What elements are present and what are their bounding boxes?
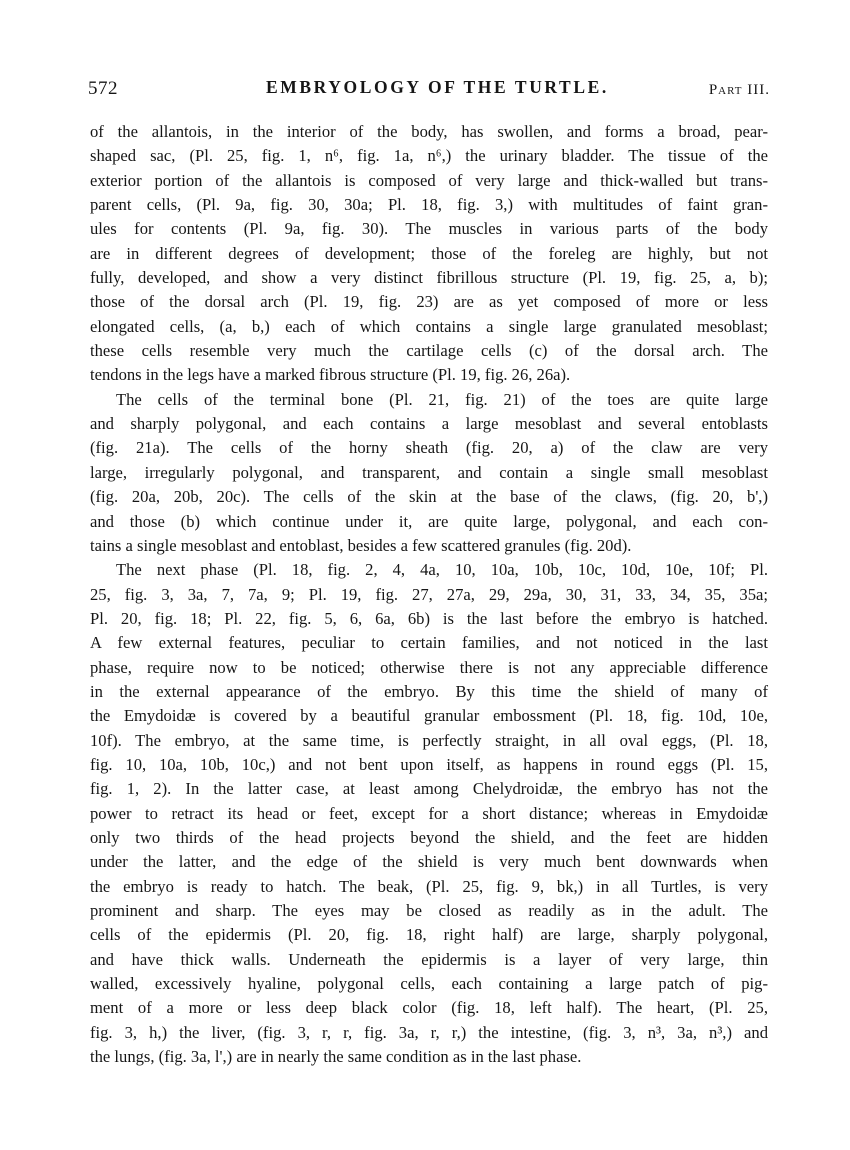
text-line: the embryo is ready to hatch. The beak, (Pl. 25, fig. 9, bk,) in all Turtles, is very bbox=[90, 876, 768, 896]
part-label: Part III. bbox=[708, 82, 770, 98]
text-line: those of the dorsal arch (Pl. 19, fig. 23) are as yet composed of more or less bbox=[90, 292, 768, 312]
text-line: parent cells, (Pl. 9a, fig. 30, 30a; Pl. 18, fig. 3,) with multitudes of faint gran- bbox=[90, 195, 768, 215]
text-line: The next phase (Pl. 18, fig. 2, 4, 4a, 10, 10a, 10b, 10c, 10d, 10e, 10f; Pl. bbox=[116, 560, 768, 580]
text-line: fig. 3, h,) the liver, (fig. 3, r, r, fig. 3a, r, r,) the intestine, (fig. 3, n³, 3a, n³,) and bbox=[90, 1022, 768, 1042]
text-line: power to retract its head or feet, except for a short distance; whereas in Emydoidæ bbox=[90, 803, 768, 823]
text-line: the Emydoidæ is covered by a beautiful granular embossment (Pl. 18, fig. 10d, 10e, bbox=[90, 706, 768, 726]
text-line: the lungs, (fig. 3a, l',) are in nearly the same condition as in the last phase. bbox=[90, 1047, 582, 1067]
text-line: large, irregularly polygonal, and transparent, and contain a single small mesoblast bbox=[90, 462, 768, 482]
text-line: elongated cells, (a, b,) each of which contains a single large granulated mesoblast; bbox=[90, 316, 768, 336]
text-line: shaped sac, (Pl. 25, fig. 1, n⁶, fig. 1a, n⁶,) the urinary bladder. The tissue of the bbox=[90, 146, 768, 166]
running-header bbox=[88, 72, 770, 104]
text-line: prominent and sharp. The eyes may be closed as readily as in the adult. The bbox=[90, 901, 768, 920]
text-line: fig. 1, 2). In the latter case, at least among Chelydroidæ, the embryo has not the bbox=[90, 779, 768, 799]
text-line: (fig. 20a, 20b, 20c). The cells of the skin at the base of the claws, (fig. 20, b',) bbox=[90, 487, 768, 507]
text-line: in the external appearance of the embryo. By this time the shield of many of bbox=[90, 681, 768, 701]
text-line: phase, require now to be noticed; otherwise there is not any appreciable difference bbox=[90, 657, 768, 677]
text-line: ment of a more or less deep black color (fig. 18, left half). The heart, (Pl. 25, bbox=[90, 998, 768, 1018]
text-line: under the latter, and the edge of the shield is very much bent downwards when bbox=[90, 852, 768, 872]
text-line: cells of the epidermis (Pl. 20, fig. 18, right half) are large, sharply polygonal, bbox=[90, 925, 768, 945]
text-line: of the allantois, in the interior of the body, has swollen, and forms a broad, pear- bbox=[90, 122, 768, 141]
text-line: fig. 10, 10a, 10b, 10c,) and not bent upon itself, as happens in round eggs (Pl. 15, bbox=[90, 754, 768, 774]
text-line: fully, developed, and show a very distinct fibrillous structure (Pl. 19, fig. 25, a, b); bbox=[90, 268, 768, 288]
text-line: these cells resemble very much the cartilage cells (c) of the dorsal arch. The bbox=[90, 341, 768, 361]
text-line: and have thick walls. Underneath the epidermis is a layer of very large, thin bbox=[90, 949, 768, 969]
running-title: EMBRYOLOGY OF THE TURTLE. bbox=[266, 77, 609, 97]
text-line: 25, fig. 3, 3a, 7, 7a, 9; Pl. 19, fig. 27, 27a, 29, 29a, 30, 31, 33, 34, 35, 35a; bbox=[90, 584, 768, 604]
text-line: tains a single mesoblast and entoblast, besides a few scattered granules (fig. 20d). bbox=[90, 535, 632, 555]
text-line: ules for contents (Pl. 9a, fig. 30). The muscles in various parts of the body bbox=[90, 219, 768, 239]
body-text bbox=[90, 120, 768, 1069]
text-line: exterior portion of the allantois is composed of very large and thick-walled but trans- bbox=[90, 170, 768, 190]
text-line: walled, excessively hyaline, polygonal cells, each containing a large patch of pig- bbox=[90, 974, 768, 994]
text-line: The cells of the terminal bone (Pl. 21, fig. 21) of the toes are quite large bbox=[116, 389, 768, 409]
page-number: 572 bbox=[88, 78, 118, 99]
text-line: and those (b) which continue under it, are quite large, polygonal, and each con- bbox=[90, 511, 768, 531]
text-line: only two thirds of the head projects beyond the shield, and the feet are hidden bbox=[90, 827, 768, 847]
text-line: are in different degrees of development; those of the foreleg are highly, but not bbox=[90, 243, 768, 263]
text-line: and sharply polygonal, and each contains a large mesoblast and several entoblasts bbox=[90, 414, 768, 434]
text-line: A few external features, peculiar to certain families, and not noticed in the last bbox=[90, 633, 768, 653]
text-line: 10f). The embryo, at the same time, is perfectly straight, in all oval eggs, (Pl. 18, bbox=[90, 730, 768, 750]
text-line: Pl. 20, fig. 18; Pl. 22, fig. 5, 6, 6a, 6b) is the last before the embryo is hatched. bbox=[90, 608, 768, 628]
text-line: (fig. 21a). The cells of the horny sheath (fig. 20, a) of the claw are very bbox=[90, 438, 768, 458]
text-line: tendons in the legs have a marked fibrous structure (Pl. 19, fig. 26, 26a). bbox=[90, 365, 571, 385]
